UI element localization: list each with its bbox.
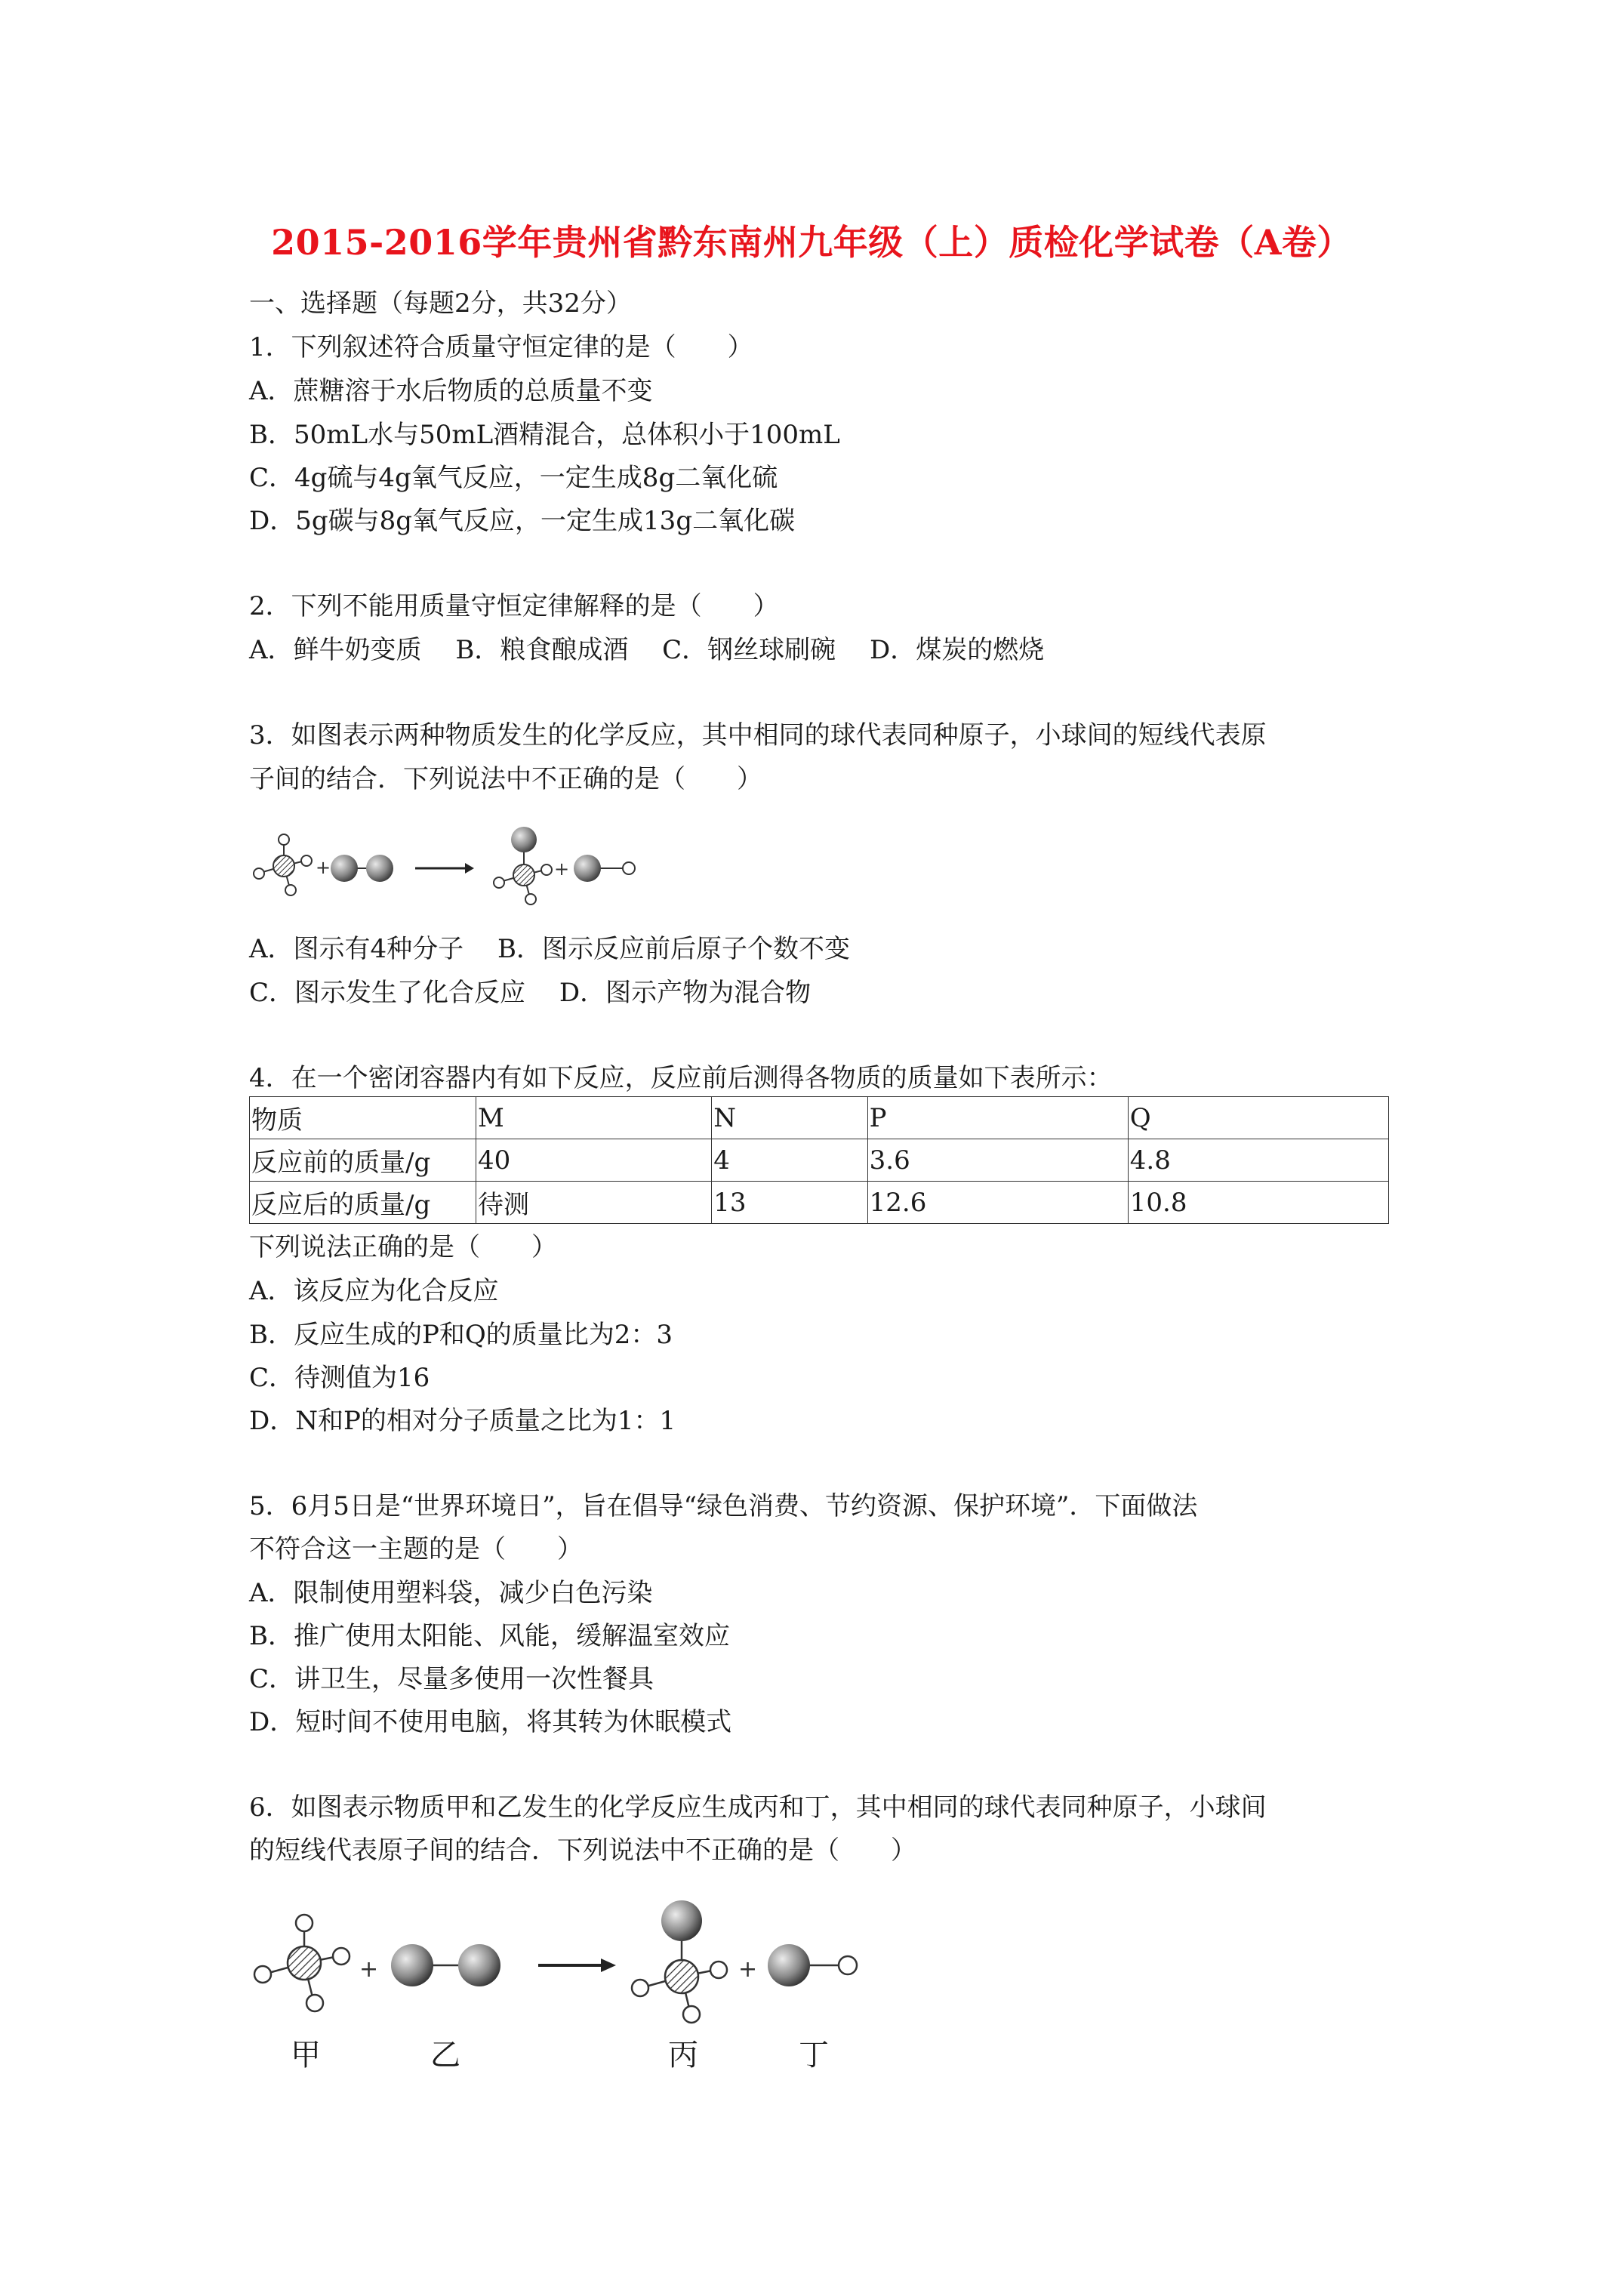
svg-text:+: + <box>738 1956 758 1983</box>
reaction-arrow <box>538 1959 616 1972</box>
label-jia: 甲 <box>291 2038 321 2073</box>
q1-stem: 1．下列叙述符合质量守恒定律的是（ ） <box>249 332 753 362</box>
table-cell: 40 <box>476 1139 712 1182</box>
svg-text:+: + <box>316 857 331 878</box>
section-heading: 一、选择题（每题2分，共32分） <box>249 288 632 319</box>
table-cell: 待测 <box>476 1182 712 1224</box>
table-cell: 3.6 <box>867 1139 1128 1182</box>
table-cell: 4 <box>712 1139 867 1182</box>
q3-stem-line2: 子间的结合．下列说法中不正确的是（ ） <box>249 764 762 794</box>
q4-option-a: A．该反应为化合反应 <box>249 1276 499 1306</box>
q4-option-b: B．反应生成的P和Q的质量比为2：3 <box>249 1320 673 1350</box>
table-cell: Q <box>1128 1097 1388 1139</box>
q3-options-line1: A．图示有4种分子 B．图示反应前后原子个数不变 <box>249 934 850 964</box>
molecule-jia <box>254 1915 350 2011</box>
reactant-molecule-2 <box>331 855 393 882</box>
q1-option-a: A．蔗糖溶于水后物质的总质量不变 <box>249 376 653 406</box>
product-molecule-2 <box>574 855 635 882</box>
table-cell: 4.8 <box>1128 1139 1388 1182</box>
table-cell: 反应后的质量/g <box>250 1182 476 1224</box>
exam-title: 2015-2016学年贵州省黔东南州九年级（上）质检化学试卷（A卷） <box>271 222 1352 263</box>
q4-after-table: 下列说法正确的是（ ） <box>249 1232 557 1262</box>
q1-option-b: B．50mL水与50mL酒精混合，总体积小于100mL <box>249 420 840 450</box>
q4-stem: 4．在一个密闭容器内有如下反应，反应前后测得各物质的质量如下表所示： <box>249 1063 1113 1093</box>
reactant-molecule-1 <box>254 834 312 895</box>
label-ding: 丁 <box>799 2038 829 2073</box>
table-cell: 13 <box>712 1182 867 1224</box>
label-bing: 丙 <box>668 2038 698 2073</box>
svg-text:+: + <box>554 858 570 880</box>
label-yi: 乙 <box>430 2038 460 2073</box>
q5-stem-line1: 5．6月5日是“世界环境日”，旨在倡导“绿色消费、节约资源、保护环境”．下面做法 <box>249 1491 1198 1521</box>
table-cell: 反应前的质量/g <box>250 1139 476 1182</box>
table-cell: 物质 <box>250 1097 476 1139</box>
table-row <box>250 1182 1389 1224</box>
q2-options: A．鲜牛奶变质 B．粮食酿成酒 C．钢丝球刷碗 D．煤炭的燃烧 <box>249 635 1045 665</box>
q3-options-line2: C．图示发生了化合反应 D．图示产物为混合物 <box>249 978 812 1008</box>
q5-option-b: B．推广使用太阳能、风能，缓解温室效应 <box>249 1621 730 1651</box>
table-row <box>250 1139 1389 1182</box>
q3-stem-line1: 3．如图表示两种物质发生的化学反应，其中相同的球代表同种原子，小球间的短线代表原 <box>249 720 1267 750</box>
table-cell: 10.8 <box>1128 1182 1388 1224</box>
product-molecule-1 <box>494 827 552 905</box>
q5-option-c: C．讲卫生，尽量多使用一次性餐具 <box>249 1664 654 1694</box>
table-cell: 12.6 <box>867 1182 1128 1224</box>
reaction-arrow <box>415 863 474 874</box>
q6-reaction-diagram <box>248 1888 867 2039</box>
q5-option-d: D．短时间不使用电脑，将其转为休眠模式 <box>249 1707 732 1737</box>
q4-option-d: D．N和P的相对分子质量之比为1：1 <box>249 1406 676 1436</box>
molecule-yi <box>391 1944 500 1986</box>
table-cell: M <box>476 1097 712 1139</box>
table-cell: N <box>712 1097 867 1139</box>
molecule-bing <box>632 1900 727 2023</box>
q1-option-c: C．4g硫与4g氧气反应，一定生成8g二氧化硫 <box>249 463 778 493</box>
q4-option-c: C．待测值为16 <box>249 1363 430 1393</box>
q5-stem-line2: 不符合这一主题的是（ ） <box>249 1534 583 1564</box>
q6-stem-line1: 6．如图表示物质甲和乙发生的化学反应生成丙和丁，其中相同的球代表同种原子，小球间 <box>249 1792 1267 1823</box>
table-header-row <box>250 1097 1389 1139</box>
q3-reaction-diagram <box>248 819 655 910</box>
molecule-ding <box>768 1944 857 1986</box>
q5-option-a: A．限制使用塑料袋，减少白色污染 <box>249 1578 653 1608</box>
table-cell: P <box>867 1097 1128 1139</box>
q1-option-d: D．5g碳与8g氧气反应，一定生成13g二氧化碳 <box>249 506 796 536</box>
q4-mass-table <box>249 1096 1389 1224</box>
svg-text:+: + <box>359 1956 379 1983</box>
q2-stem: 2．下列不能用质量守恒定律解释的是（ ） <box>249 591 779 621</box>
q6-stem-line2: 的短线代表原子间的结合．下列说法中不正确的是（ ） <box>249 1835 916 1866</box>
